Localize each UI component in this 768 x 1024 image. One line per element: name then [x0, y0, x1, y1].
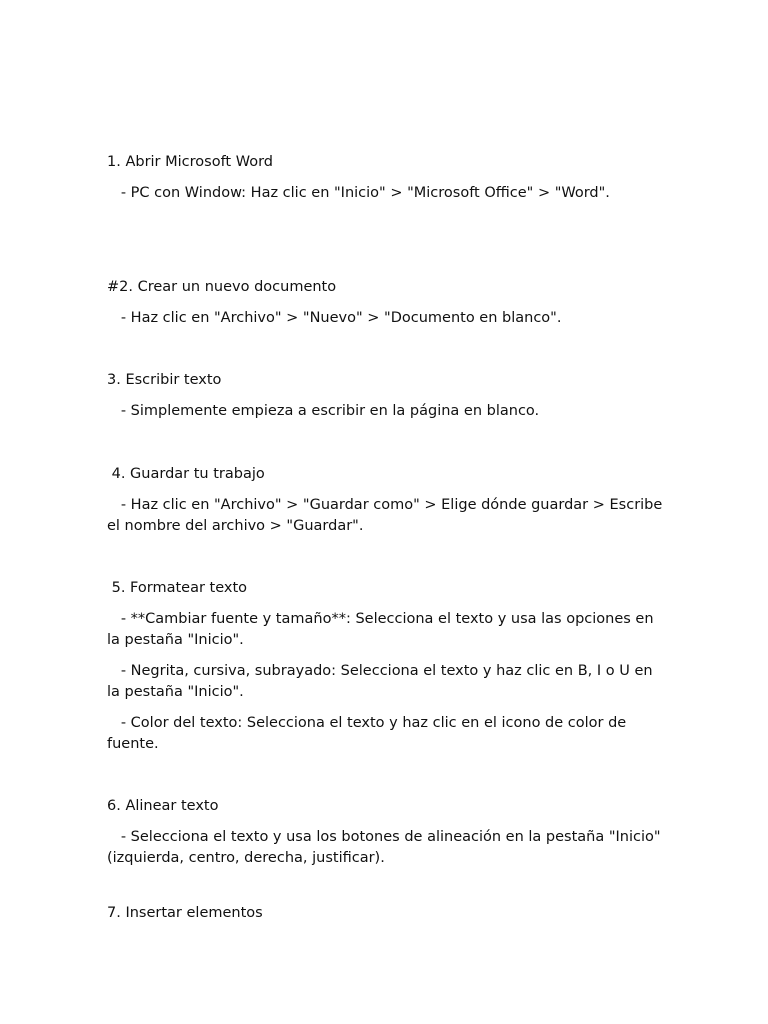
section-paragraph: - Selecciona el texto y usa los botones de alineación en la pestaña "Inicio" (izquierda, centro, derecha, justificar). — [107, 829, 666, 866]
section-paragraph: - Color del texto: Selecciona el texto y haz clic en el icono de color de fuente. — [107, 715, 631, 752]
section-heading: #2. Crear un nuevo documento — [107, 279, 337, 295]
section-heading: 4. Guardar tu trabajo — [107, 466, 265, 482]
section-heading: 3. Escribir texto — [107, 372, 222, 388]
section-paragraph: - PC con Window: Haz clic en "Inicio" > "Microsoft Office" > "Word". — [107, 185, 610, 201]
section-paragraph: - **Cambiar fuente y tamaño**: Selecciona el texto y usa las opciones en la pestaña "Inicio". — [107, 611, 659, 648]
section-paragraph: - Negrita, cursiva, subrayado: Selecciona el texto y haz clic en B, I o U en la pestaña "Inicio". — [107, 663, 658, 700]
section-paragraph: - Haz clic en "Archivo" > "Nuevo" > "Documento en blanco". — [107, 310, 562, 326]
section-heading: 1. Abrir Microsoft Word — [107, 154, 273, 170]
section-paragraph: - Simplemente empieza a escribir en la página en blanco. — [107, 403, 540, 419]
section-heading: 7. Insertar elementos — [107, 905, 263, 921]
section-heading: 5. Formatear texto — [107, 580, 248, 596]
section-heading: 6. Alinear texto — [107, 798, 219, 814]
section-paragraph: - Haz clic en "Archivo" > "Guardar como" > Elige dónde guardar > Escribe el nombre del archivo > "Guardar". — [107, 497, 667, 534]
